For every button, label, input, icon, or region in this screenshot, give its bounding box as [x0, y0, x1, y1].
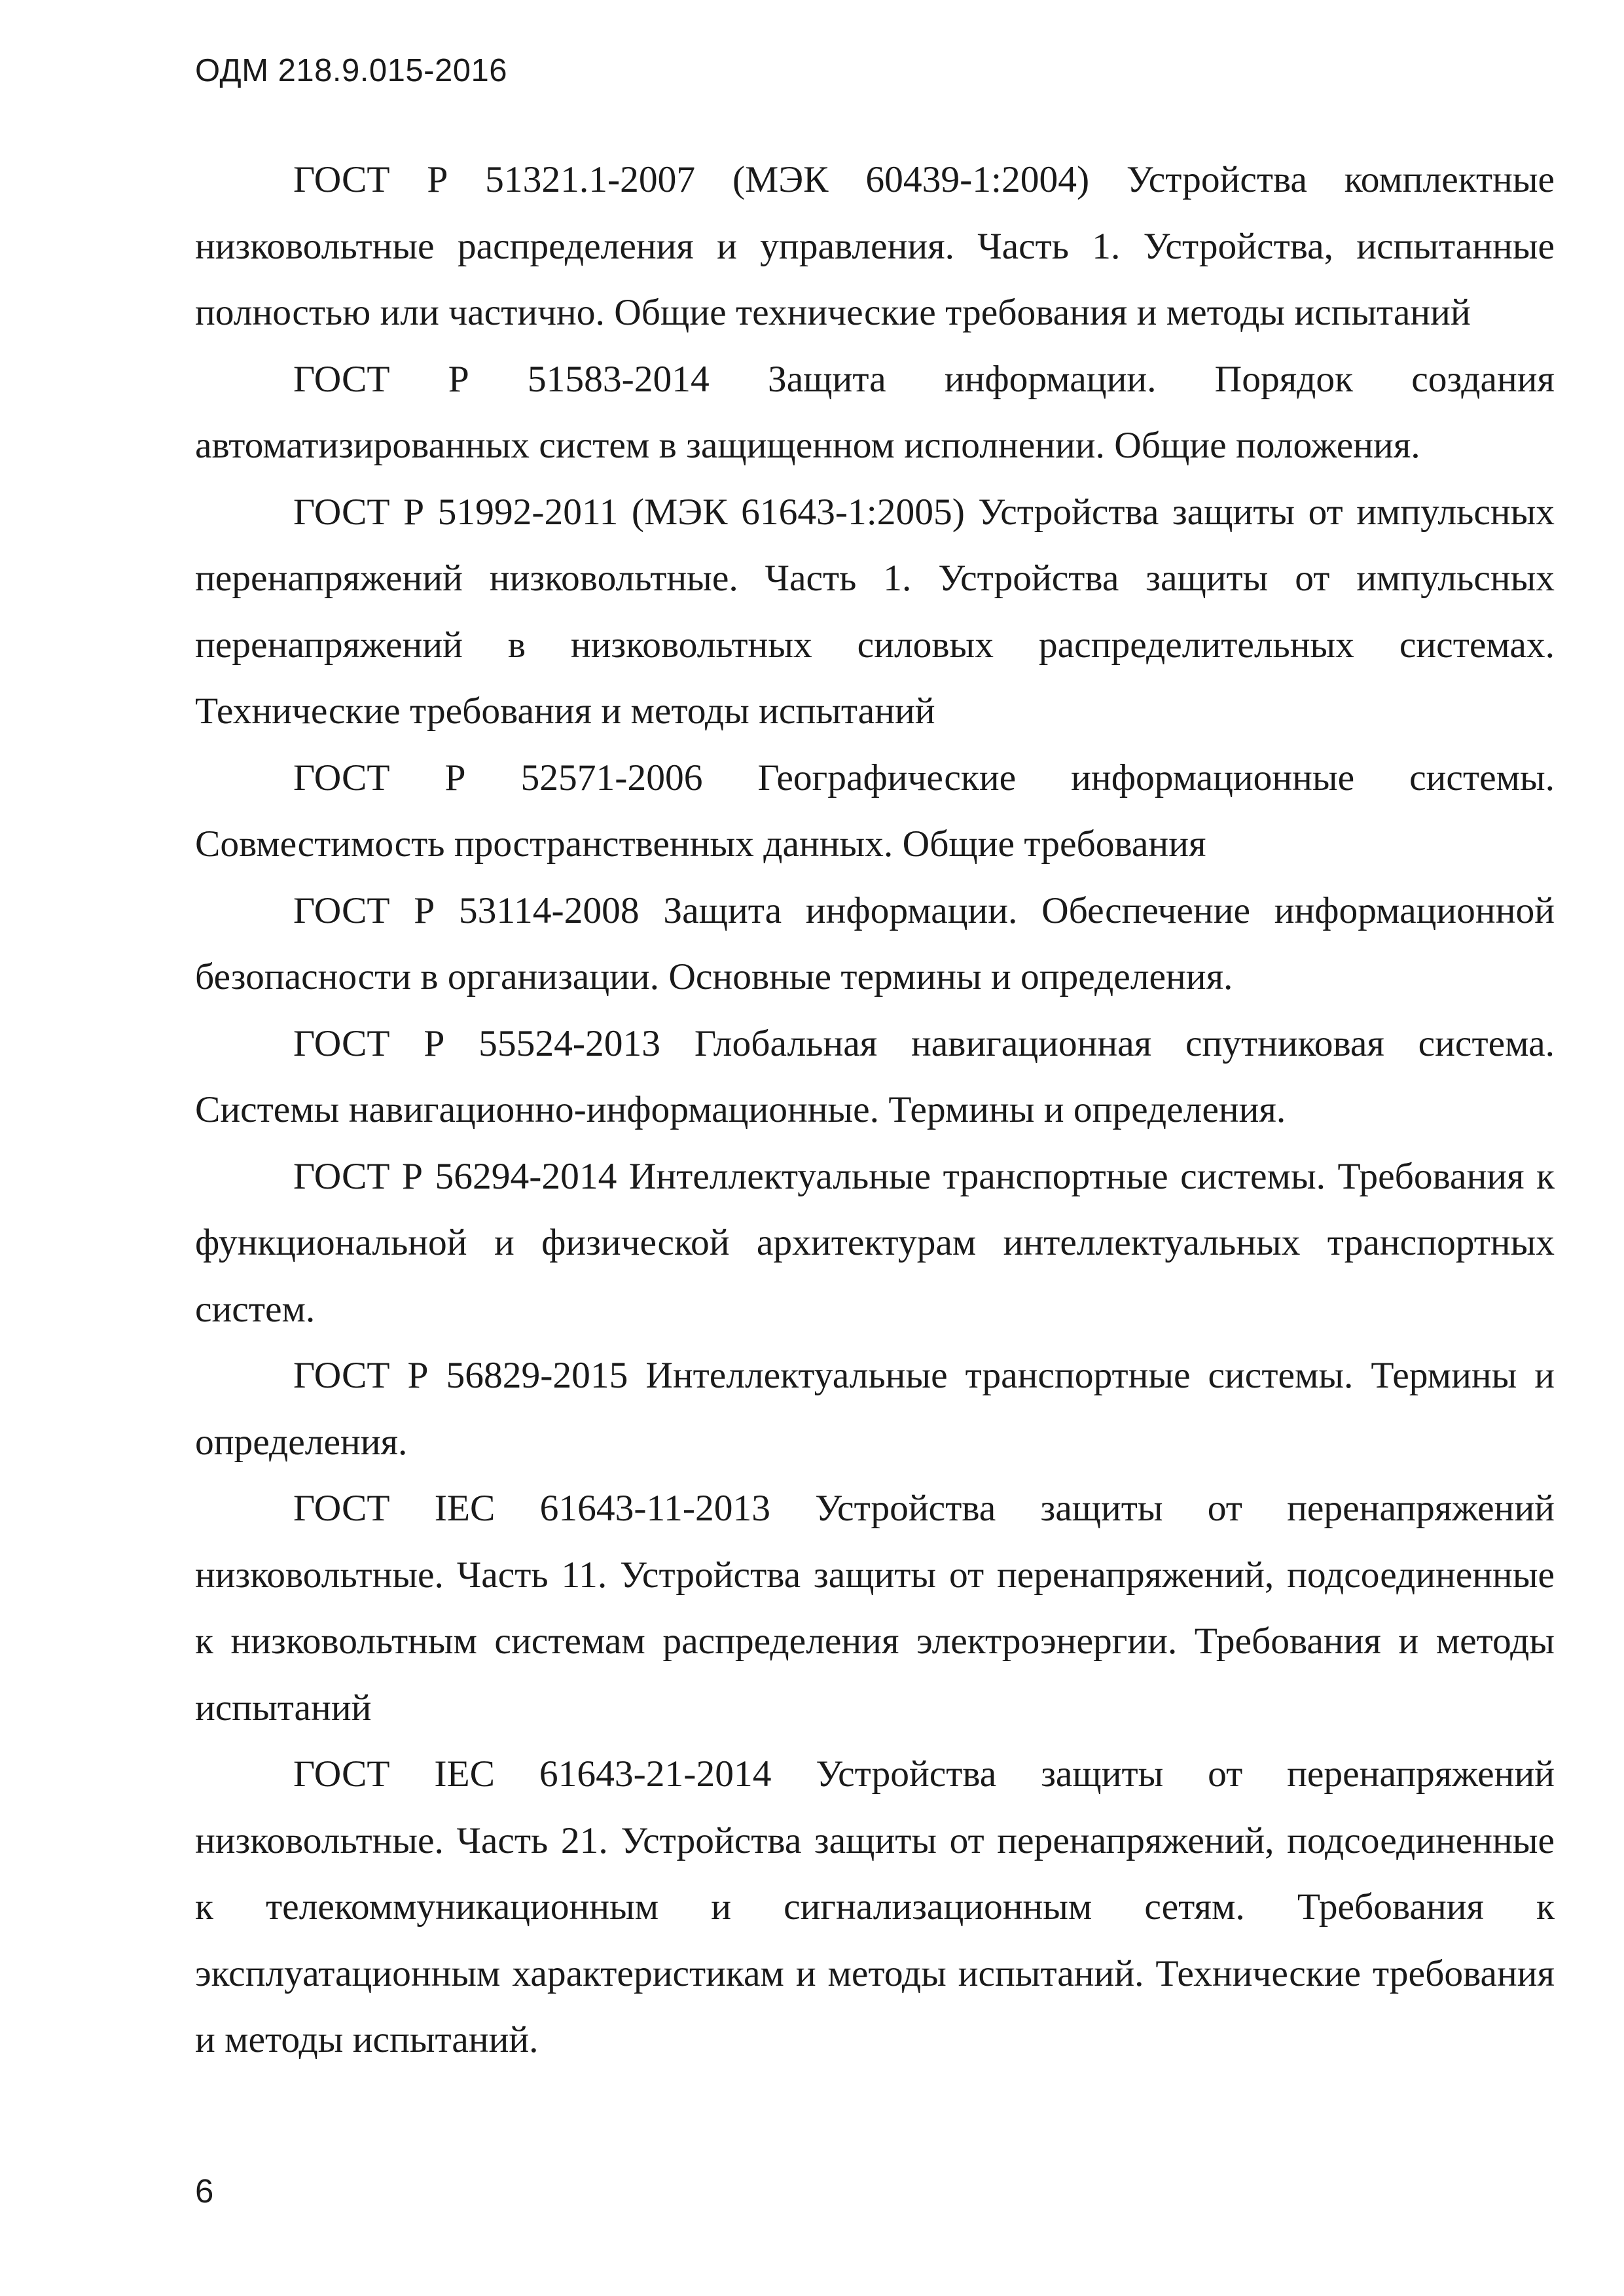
reference-gost-iec-61643-21: ГОСТ IEC 61643-21-2014 Устройства защиты от перенапряжений низковольтные. Часть 21. Устройства защиты от перенапряжений, подсоединенные к телекоммуникационным и сигнализационным сетям. Требования к эксплуатационным характеристикам и методы испытаний. Технические требования и методы испытаний.	[195, 1753, 1555, 2060]
reference-gost-r-53114: ГОСТ Р 53114-2008 Защита информации. Обеспечение информационной безопасности в организации. Основные термины и определения.	[195, 889, 1555, 997]
reference-gost-r-51321-1: ГОСТ Р 51321.1-2007 (МЭК 60439-1:2004) Устройства комплектные низковольтные распределения и управления. Часть 1. Устройства, испытанные полностью или частично. Общие технические требования и методы испытаний	[195, 159, 1555, 333]
reference-gost-r-56294: ГОСТ Р 56294-2014 Интеллектуальные транспортные системы. Требования к функциональной и физической архитектурам интеллектуальных транспортных систем.	[195, 1155, 1555, 1330]
reference-gost-iec-61643-11: ГОСТ IEC 61643-11-2013 Устройства защиты от перенапряжений низковольтные. Часть 11. Устройства защиты от перенапряжений, подсоединенные к низковольтным системам распределения электроэнергии. Требования и методы испытаний	[195, 1488, 1555, 1729]
document-code-header: ОДМ 218.9.015-2016	[195, 53, 507, 88]
references-list	[195, 147, 1555, 2073]
page-number: 6	[195, 2172, 214, 2210]
reference-gost-r-51992: ГОСТ Р 51992-2011 (МЭК 61643-1:2005) Устройства защиты от импульсных перенапряжений низковольтные. Часть 1. Устройства защиты от импульсных перенапряжений в низковольтных силовых распределительных системах. Технические требования и методы испытаний	[195, 491, 1555, 732]
reference-gost-r-55524: ГОСТ Р 55524-2013 Глобальная навигационная спутниковая система. Системы навигационно-информационные. Термины и определения.	[195, 1022, 1555, 1130]
reference-gost-r-51583: ГОСТ Р 51583-2014 Защита информации. Порядок создания автоматизированных систем в защищенном исполнении. Общие положения.	[195, 358, 1555, 466]
reference-gost-r-56829: ГОСТ Р 56829-2015 Интеллектуальные транспортные системы. Термины и определения.	[195, 1355, 1555, 1463]
reference-gost-r-52571: ГОСТ Р 52571-2006 Географические информационные системы. Совместимость пространственных данных. Общие требования	[195, 757, 1555, 865]
